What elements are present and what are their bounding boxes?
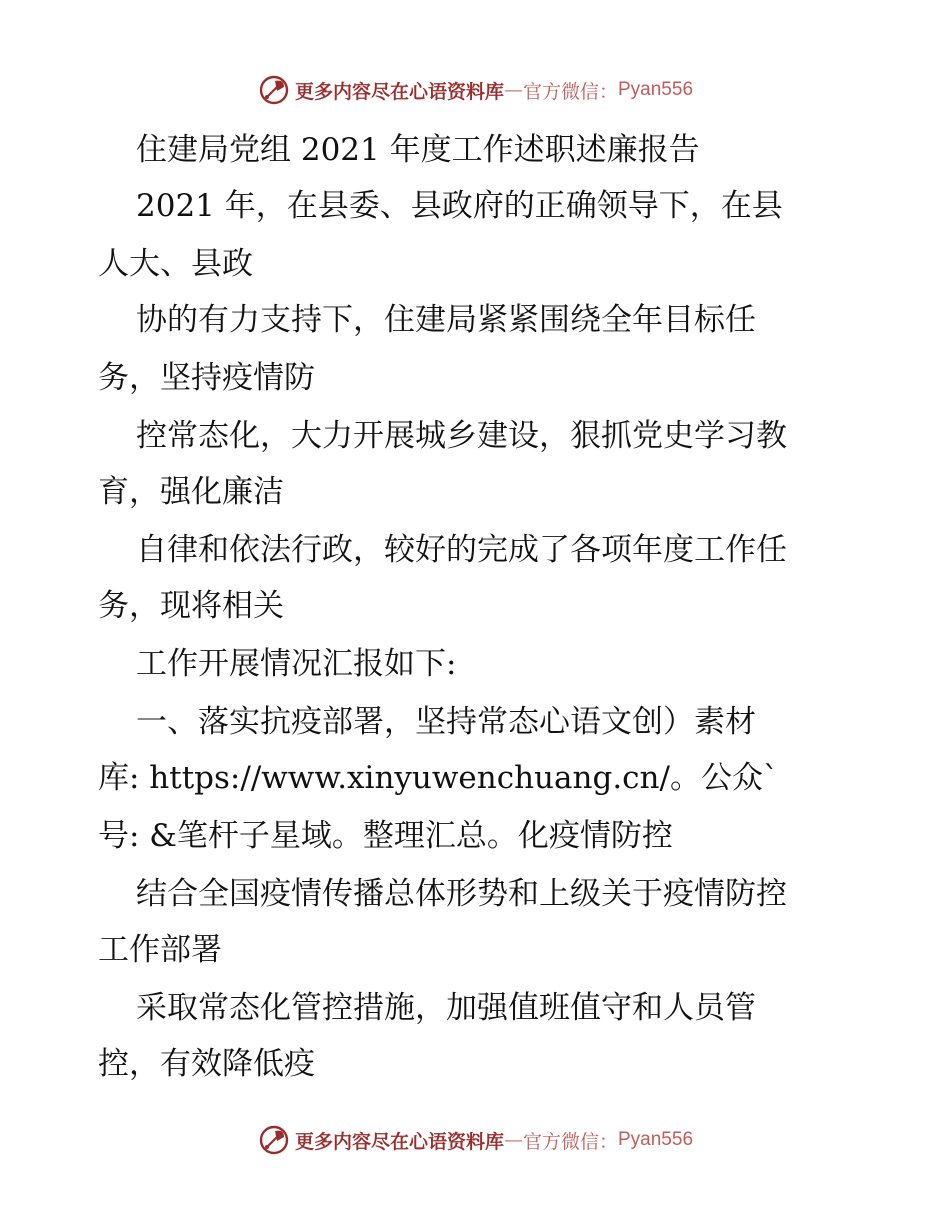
paragraph-line: 务，坚持疫情防 (98, 360, 315, 396)
paragraph-line: 协的有力支持下，住建局紧紧围绕全年目标任 (136, 302, 756, 338)
paragraph-line: 2021 年，在县委、县政府的正确领导下，在县 (136, 188, 783, 224)
banner-wechat-id: Pyan556 (618, 1129, 694, 1150)
quill-seal-icon (257, 1123, 291, 1157)
paragraph-line: 采取常态化管控措施，加强值班值守和人员管 (136, 990, 756, 1026)
banner-main-text: 更多内容尽在心语资料库 (294, 80, 504, 103)
banner-wechat-label: 官方微信： (522, 80, 618, 103)
footer-banner (0, 1120, 950, 1160)
banner-separator: — (503, 1129, 523, 1151)
paragraph-line: 人大、县政 (98, 246, 253, 282)
paragraph-line: 控，有效降低疫 (98, 1046, 315, 1082)
paragraph-line: 库: https://www.xinyuwenchuang.cn/。公众` (98, 760, 779, 796)
paragraph-line: 结合全国疫情传播总体形势和上级关于疫情防控 (136, 876, 787, 912)
paragraph-line: 号: &笔杆子星域。整理汇总。化疫情防控 (98, 818, 673, 854)
paragraph-line: 工作开展情况汇报如下: (136, 646, 457, 682)
paragraph-line: 工作部署 (98, 932, 222, 968)
banner-wechat-id: Pyan556 (618, 79, 694, 100)
section-heading: 一、落实抗疫部署，坚持常态心语文创）素材 (136, 704, 756, 740)
header-banner (0, 70, 950, 110)
banner-separator: — (503, 79, 523, 101)
banner-wechat-label: 官方微信： (522, 1130, 618, 1153)
paragraph-line: 育，强化廉洁 (98, 474, 284, 510)
banner-main-text: 更多内容尽在心语资料库 (294, 1130, 504, 1153)
quill-seal-icon (257, 73, 291, 107)
paragraph-line: 务，现将相关 (98, 588, 284, 624)
paragraph-line: 自律和依法行政，较好的完成了各项年度工作任 (136, 532, 787, 568)
document-title: 住建局党组 2021 年度工作述职述廉报告 (136, 132, 700, 168)
paragraph-line: 控常态化，大力开展城乡建设，狠抓党史学习教 (136, 418, 787, 454)
